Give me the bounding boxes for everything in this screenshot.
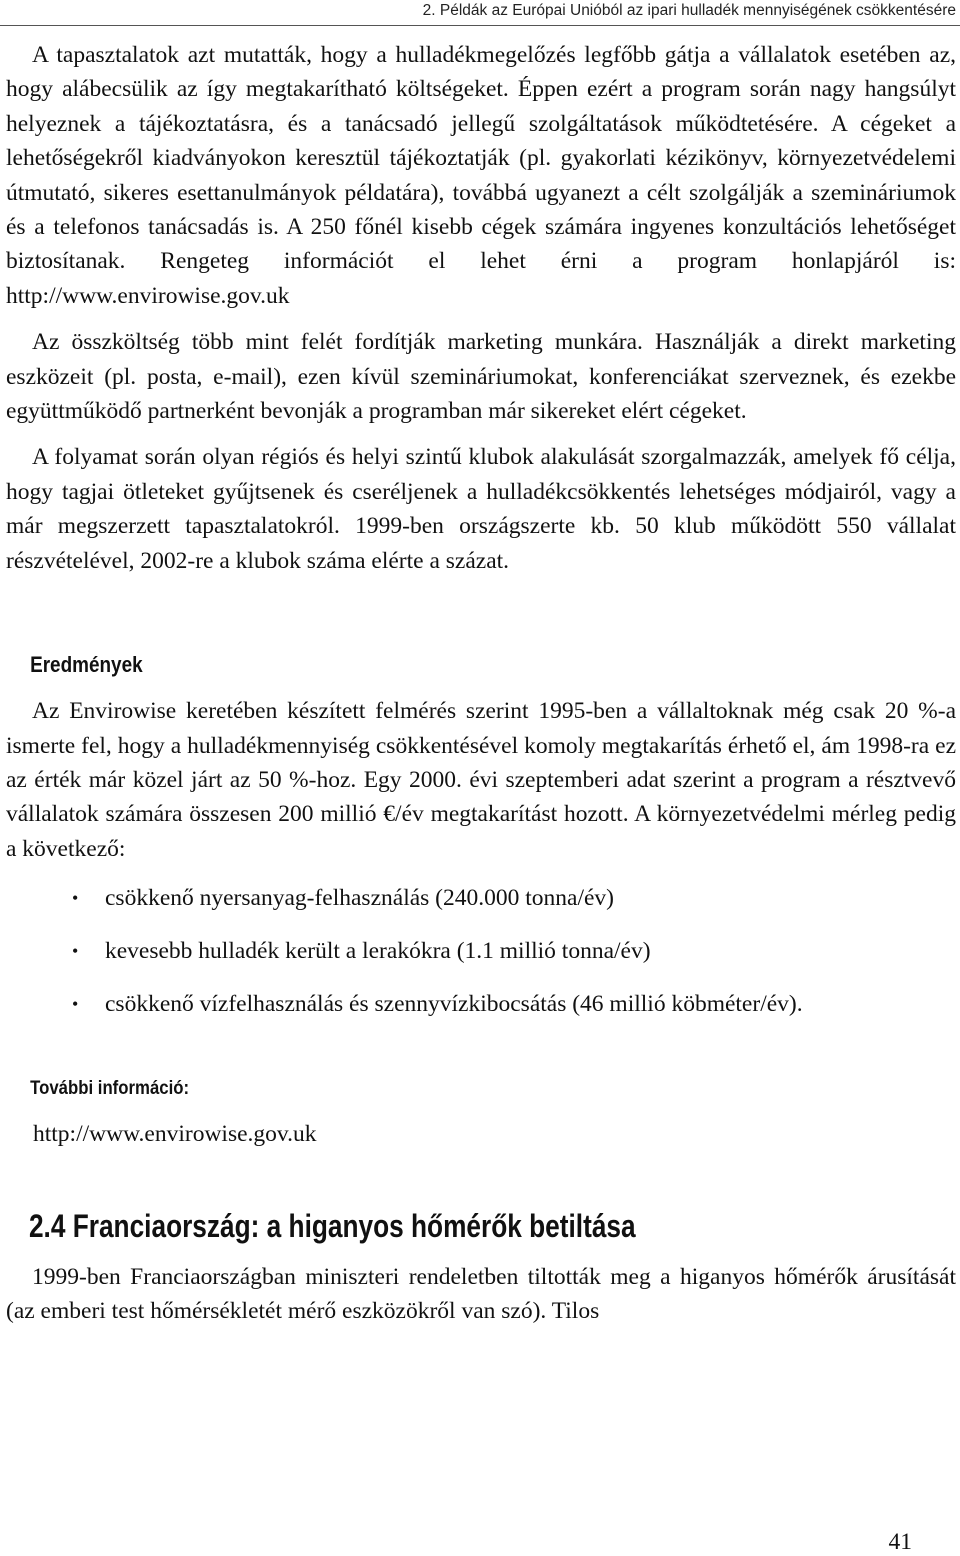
paragraph-marketing: Az összköltség több mint felét fordítják marketing munkára. Használják a direkt marketing eszközeit (pl. posta, e-mail), ezen kívül szemináriumokat, konferenciákat szerveznek, és ezekbe együttműködő partnerként bevonják a programban már sikereket elért cégeket. <box>6 329 956 425</box>
results-list <box>6 872 956 1031</box>
list-item <box>6 872 956 925</box>
list-item-text: csökkenő vízfelhasználás és szennyvízkibocsátás (46 millió köbméter/év). <box>105 991 803 1018</box>
more-info-heading: További információ: <box>30 1077 190 1100</box>
results-heading: Eredmények <box>30 652 143 678</box>
bullet-icon: • <box>72 888 79 909</box>
paragraph-results: Az Envirowise keretében készített felmérés szerint 1995-ben a vállaltoknak még csak 20 %-a ismerte fel, hogy a hulladékmennyiség csökkentésével komoly megtakarítás érhető el, ám 1998-ra ez az érték már közel járt az 50 %-hoz. Egy 2000. évi szeptemberi adat szerint a program a résztvevő vállalatok számára összesen 200 millió €/év megtakarítást hozott. A környezetvédelmi mérleg pedig a következő: <box>6 698 956 862</box>
page-content <box>6 38 956 1328</box>
paragraph-clubs: A folyamat során olyan régiós és helyi szintű klubok alakulását szorgalmazzák, amelyek fő célja, hogy tagjai ötleteket gyűjtsenek és cseréljenek a hulladékcsökkentés lehetséges módjairól, vagy a már megszerzett tapasztalatokról. 1999-ben országszerte kb. 50 klub működött 550 vállalat részvételével, 2002-re a klubok száma elérte a százat. <box>6 444 956 574</box>
more-info-link[interactable]: http://www.envirowise.gov.uk <box>33 1121 317 1148</box>
paragraph-france: 1999-ben Franciaországban miniszteri rendeletben tiltották meg a higanyos hőmérők árusítását (az emberi test hőmérsékletét mérő eszközökről van szó). Tilos <box>6 1263 956 1324</box>
running-header: 2. Példák az Európai Unióból az ipari hulladék mennyiségének csökkentésére <box>422 2 956 19</box>
paragraph-awareness: A tapasztalatok azt mutatták, hogy a hulladékmegelőzés legfőbb gátja a vállalatok esetében az, hogy alábecsülik az így megtakarítható költségeket. Éppen ezért a program során nagy hangsúlyt helyeznek a tájékoztatásra, és a tanácsadó jellegű szolgáltatások működtetésére. A cégeket a lehetőségekről kiadványokon keresztül tájékoztatják (pl. gyakorlati kézikönyv, környezetvédelemi útmutató, sikeres esettanulmányok példatára), továbbá ugyanezt a célt szolgálják a szemináriumok és a telefonos tanácsadás is. A 250 főnél kisebb cégek számára ingyenes konzultációs lehetőséget biztosítanak. Rengeteg információt el lehet érni a program honlapjáról is: http://www.envirowise.gov.uk <box>6 42 956 309</box>
list-item <box>6 925 956 978</box>
section-title: 2.4 Franciaország: a higanyos hőmérők betiltása <box>28 1207 636 1244</box>
page-number: 41 <box>888 1529 912 1555</box>
list-item-text: csökkenő nyersanyag-felhasználás (240.000 tonna/év) <box>105 885 614 912</box>
bullet-icon: • <box>72 994 79 1015</box>
list-item-text: kevesebb hulladék került a lerakókra (1.1 millió tonna/év) <box>105 938 651 965</box>
list-item <box>6 978 956 1031</box>
bullet-icon: • <box>72 941 79 962</box>
header-divider <box>0 25 960 26</box>
